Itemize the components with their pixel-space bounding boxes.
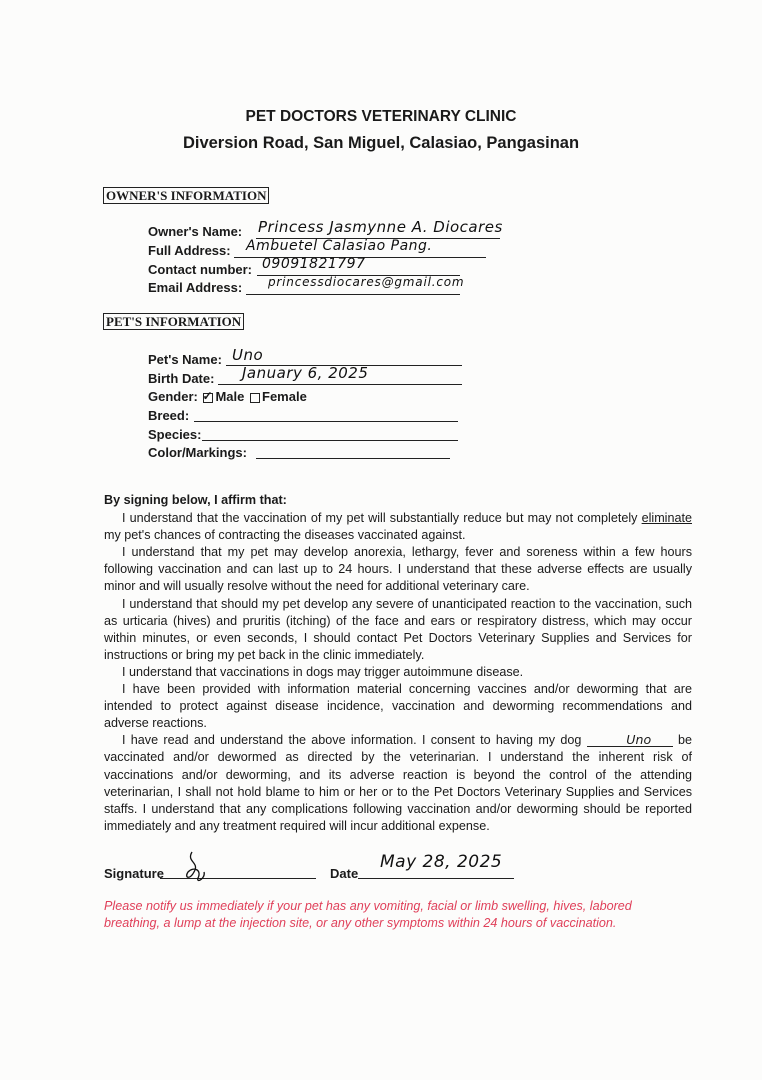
species-label: Species: — [148, 427, 202, 442]
affirmation-p3: I understand that should my pet develop any severe of unanticipated reaction to the vaccination, such as urticaria (hives) and pruritis (itching) of the face and ears or respiratory distress, which may occur within minutes, or even seconds, I should contact Pet Doctors Veterinary Supplies and Services for instructions or bring my pet back in the clinic immediately. — [104, 596, 692, 662]
male-label: Male — [215, 389, 245, 404]
breed-label: Breed: — [148, 408, 190, 423]
affirmation-p2: I understand that my pet may develop anorexia, lethargy, fever and soreness within a few hours following vaccination and can last up to 24 hours. I understand that these adverse effects are usually minor and will usually resolve without the need for additional veterinary care. — [104, 545, 692, 594]
affirmation-p5: I have been provided with information material concerning vaccines and/or deworming that are intended to protect against disease incidence, vaccination and deworming recommendations and adverse reactions. — [104, 682, 692, 731]
address-value: Ambuetel Calasiao Pang. — [246, 238, 433, 254]
clinic-name: PET DOCTORS VETERINARY CLINIC — [245, 108, 517, 125]
date-label: Date — [330, 866, 359, 881]
affirmation-intro: By signing below, I affirm that: — [104, 493, 287, 507]
email-label: Email Address: — [148, 280, 243, 295]
contact-label: Contact number: — [148, 262, 252, 277]
breed-line — [194, 421, 458, 422]
signature-label: Signature — [104, 866, 164, 881]
clinic-address: Diversion Road, San Miguel, Calasiao, Pangasinan — [182, 134, 580, 152]
contact-value: 09091821797 — [262, 256, 366, 272]
date-value: May 28, 2025 — [380, 852, 503, 872]
affirmation-p1: I understand that the vaccination of my pet will substantially reduce but may not completely eliminate my pet's chances of contracting the diseases vaccinated against. — [104, 511, 692, 543]
dog-name-field: Uno — [587, 733, 673, 747]
birth-date-line — [218, 384, 462, 385]
birth-date-label: Birth Date: — [148, 371, 215, 386]
date-line — [358, 878, 514, 879]
gender-label: Gender: — [148, 389, 198, 404]
signature-mark — [180, 848, 212, 888]
pet-name-label: Pet's Name: — [148, 352, 222, 367]
species-line — [202, 440, 458, 441]
owner-name-value: Princess Jasmynne A. Diocares — [258, 218, 503, 236]
owner-section-heading: OWNER'S INFORMATION — [103, 187, 269, 204]
color-label: Color/Markings: — [148, 445, 247, 460]
pet-name-value: Uno — [232, 346, 264, 364]
birth-date-value: January 6, 2025 — [242, 364, 369, 382]
gender-row — [148, 389, 307, 404]
affirmation-p6: I have read and understand the above information. I consent to having my dog Uno be vaccinated and/or dewormed as directed by the veterinarian. I understand the inherent risk of vaccinations and/or deworming, and its adverse reaction is beyond the control of the attending veterinarian, I shall not hold blame to him or her or to the Pet Doctors Veterinary Supplies and Services staffs. I understand that any complications following vaccination and/or deworming should be reported immediately and any treatment required will incur additional expense. — [104, 732, 693, 833]
email-value: princessdiocares@gmail.com — [268, 275, 465, 289]
male-checkbox[interactable] — [202, 388, 213, 403]
notice-text: Please notify us immediately if your pet has any vomiting, facial or limb swelling, hives, labored breathing, a lump at the injection site, or any other symptoms within 24 hours of vaccination. — [104, 899, 632, 930]
affirmation-p4: I understand that vaccinations in dogs may trigger autoimmune disease. — [122, 664, 524, 679]
email-line — [246, 294, 460, 295]
address-label: Full Address: — [148, 243, 231, 258]
owner-name-label: Owner's Name: — [148, 224, 243, 239]
female-checkbox[interactable] — [250, 393, 260, 403]
pet-section-heading: PET'S INFORMATION — [103, 313, 244, 330]
checkmark-icon: ✓ — [202, 388, 213, 403]
female-label: Female — [262, 389, 307, 404]
affirmation-text — [104, 492, 692, 835]
color-line — [256, 458, 450, 459]
